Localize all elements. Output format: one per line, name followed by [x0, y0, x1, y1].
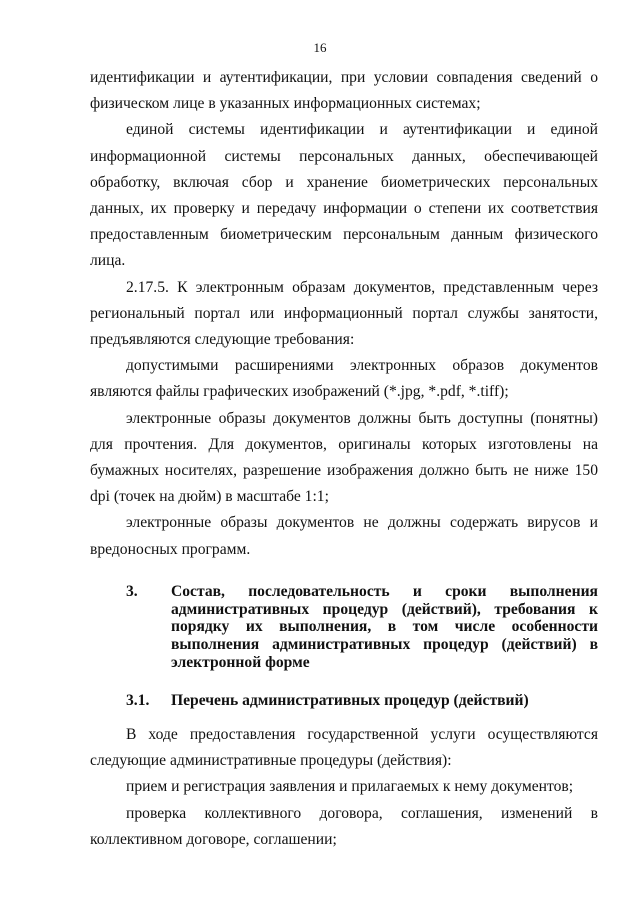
paragraph-verification: проверка коллективного договора, соглашения, изменений в коллективном договоре, соглашении; [90, 804, 598, 848]
paragraph-identification: идентификации и аутентификации, при условии совпадения сведений о физическом лице в указанных информационных системах; [90, 69, 598, 113]
subsection-number: 3.1. [126, 691, 150, 709]
paragraph-reception: прием и регистрация заявления и прилагаемых к нему документов; [126, 778, 574, 796]
document-body [90, 65, 598, 853]
section-number: 3. [126, 582, 138, 600]
page-number: 16 [313, 40, 327, 55]
section-title: Состав, последовательность и сроки выполнения административных процедур (действий), требования к порядку их выполнения, в том числе особенности выполнения административных процедур (действий) в электронной форме [171, 582, 598, 672]
paragraph-no-viruses: электронные образы документов не должны содержать вирусов и вредоносных программ. [90, 514, 598, 558]
paragraph-readability: электронные образы документов должны быть доступны (понятны) для прочтения. Для документов, оригиналы которых изготовлены на бумажных носителях, разрешение изображения должно быть не ниже 150 dpi (точек на дюйм) в масштабе 1:1; [90, 409, 598, 506]
paragraph-procedures-intro: В ходе предоставления государственной услуги осуществляются следующие административные процедуры (действия): [90, 726, 598, 770]
paragraph-file-extensions: допустимыми расширениями электронных образов документов являются файлы графических изображений (*.jpg, *.pdf, *.tiff); [90, 357, 598, 401]
paragraph-2-17-5: 2.17.5. К электронным образам документов, представленным через региональный портал или информационный портал службы занятости, предъявляются следующие требования: [90, 278, 598, 349]
subsection-heading-3-1 [90, 688, 598, 714]
section-heading-3 [90, 583, 598, 672]
paragraph-unified-system: единой системы идентификации и аутентификации и единой информационной системы персональных данных, обеспечивающей обработку, включая сбор и хранение биометрических персональных данных, их проверку и передачу информации о степени их соответствия предоставленным биометрическим персональным данным физического лица. [90, 121, 598, 270]
subsection-title: Перечень административных процедур (действий) [171, 691, 529, 709]
